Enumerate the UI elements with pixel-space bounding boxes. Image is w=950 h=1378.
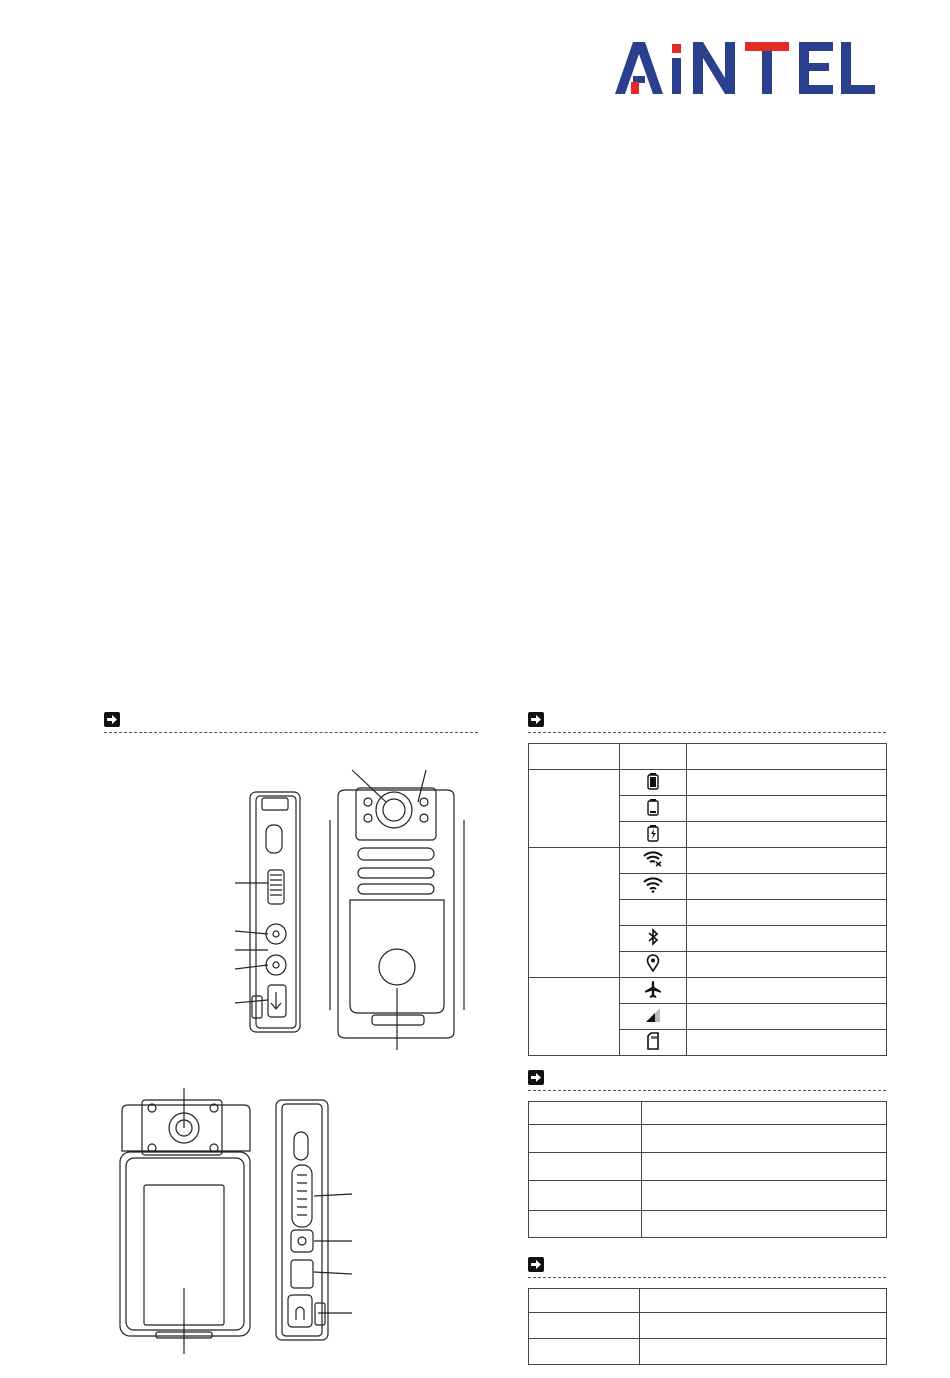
status-icon-cell-empty [620, 900, 687, 926]
status-group-cell [529, 978, 620, 1056]
table-cell [529, 1339, 640, 1365]
battery-charging-icon [620, 822, 687, 848]
table-cell [642, 1153, 887, 1181]
table-cell [529, 1102, 642, 1125]
table-row [529, 1125, 887, 1153]
status-desc-cell [687, 822, 887, 848]
table-two [528, 1101, 887, 1238]
table-two-header [528, 1070, 886, 1091]
aintel-logo [615, 36, 877, 100]
device-back-view [330, 770, 464, 1050]
arrow-right-icon [528, 1070, 544, 1085]
table-cell [642, 1125, 887, 1153]
status-desc-cell [687, 796, 887, 822]
table-cell [640, 1289, 887, 1313]
table-row [529, 1153, 887, 1181]
table-header-row [529, 744, 887, 770]
arrow-right-icon [528, 1257, 544, 1272]
device-front-view [120, 1088, 250, 1354]
status-icon-table [528, 743, 887, 1056]
status-desc-cell [687, 1004, 887, 1030]
table-cell [642, 1211, 887, 1238]
table-row [529, 1313, 887, 1339]
device-diagrams [0, 760, 500, 1360]
status-desc-cell [687, 1030, 887, 1056]
arrow-right-icon [528, 712, 544, 727]
table-cell [640, 1313, 887, 1339]
table-cell [640, 1339, 887, 1365]
battery-full-icon [620, 770, 687, 796]
status-desc-cell [687, 900, 887, 926]
device-side-view [235, 792, 300, 1032]
wifi-disconnected-icon [620, 848, 687, 874]
table-row [529, 1339, 887, 1365]
table-row [529, 1289, 887, 1313]
status-desc-cell [687, 874, 887, 900]
status-desc-cell [687, 926, 887, 952]
table-row [529, 848, 887, 874]
table-cell [529, 1211, 642, 1238]
table-row [529, 1181, 887, 1211]
status-desc-cell [687, 978, 887, 1004]
table-header-cell [529, 744, 620, 770]
status-desc-cell [687, 952, 887, 978]
status-group-cell [529, 770, 620, 848]
status-icons-header [528, 712, 886, 733]
table-cell [642, 1102, 887, 1125]
table-cell [529, 1289, 640, 1313]
airplane-icon [620, 978, 687, 1004]
location-pin-icon [620, 952, 687, 978]
table-cell [529, 1181, 642, 1211]
signal-strength-icon [620, 1004, 687, 1030]
sd-card-icon [620, 1030, 687, 1056]
wifi-icon [620, 874, 687, 900]
table-cell [642, 1181, 887, 1211]
table-header-cell [620, 744, 687, 770]
table-row [529, 1211, 887, 1238]
device-side-view-right [276, 1100, 352, 1340]
table-row [529, 978, 887, 1004]
table-three-header [528, 1257, 886, 1278]
table-row [529, 1102, 887, 1125]
arrow-right-icon [104, 712, 120, 727]
table-row [529, 770, 887, 796]
status-desc-cell [687, 848, 887, 874]
bluetooth-icon [620, 926, 687, 952]
table-header-cell [687, 744, 887, 770]
battery-empty-icon [620, 796, 687, 822]
device-overview-header [104, 712, 478, 733]
table-cell [529, 1125, 642, 1153]
status-desc-cell [687, 770, 887, 796]
table-cell [529, 1153, 642, 1181]
table-three [528, 1288, 887, 1365]
table-cell [529, 1313, 640, 1339]
status-group-cell [529, 848, 620, 978]
